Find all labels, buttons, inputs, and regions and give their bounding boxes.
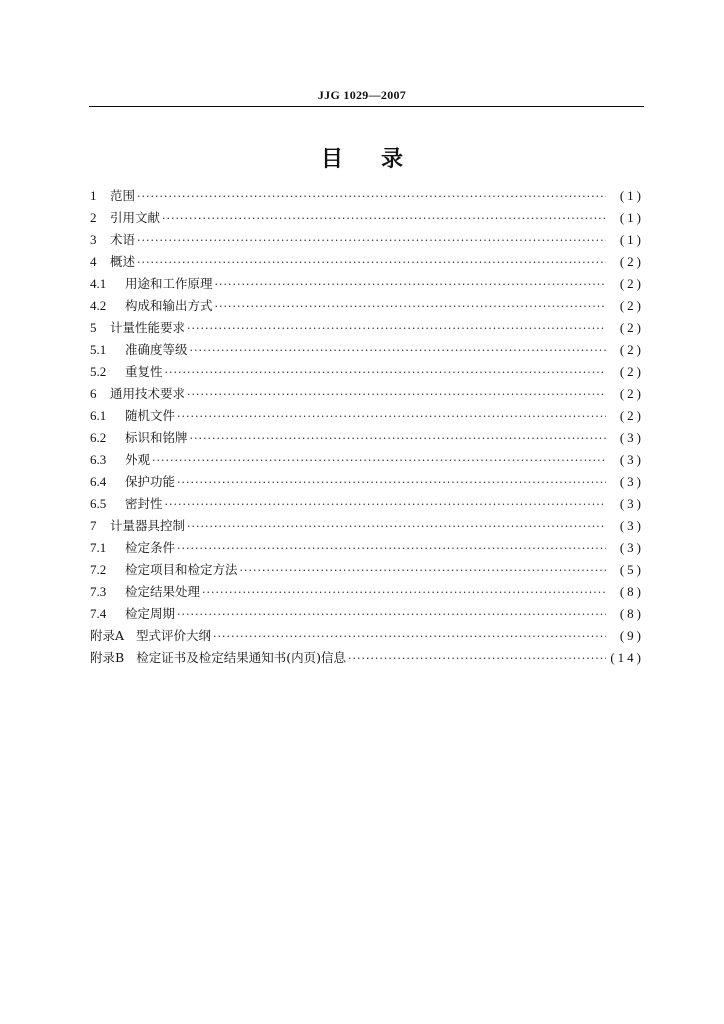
toc-leader-dots — [137, 256, 606, 269]
toc-entry-number: 5.2 — [90, 364, 107, 379]
toc-entry — [90, 252, 644, 274]
toc-entry-number: 4.2 — [90, 298, 107, 313]
header-rule — [89, 106, 644, 107]
toc-entry-number: 7.4 — [90, 606, 107, 621]
toc-leader-dots — [165, 498, 606, 511]
toc-entry-number: 2 — [90, 210, 97, 225]
toc-leader-dots — [187, 388, 606, 401]
toc-leader-dots — [152, 454, 606, 467]
toc-entry-label: 外观 — [125, 452, 151, 467]
toc-entry — [90, 296, 644, 318]
toc-entry-label: 用途和工作原理 — [125, 276, 213, 291]
toc-title: 目录 — [320, 146, 441, 172]
toc-entry-number: 1 — [90, 188, 97, 203]
toc-entry — [90, 208, 644, 230]
toc-entry — [90, 626, 644, 648]
toc-entry-number: 4.1 — [90, 276, 107, 291]
toc-entry-page: (5) — [619, 562, 644, 577]
toc-entry-label: 范围 — [110, 188, 136, 203]
toc-leader-dots — [177, 608, 606, 621]
toc-entry-page: (14) — [610, 650, 644, 665]
toc-entry-label: 检定结果处理 — [125, 584, 201, 599]
toc-entry-number: 6.4 — [90, 474, 107, 489]
toc-entry-page: (1) — [619, 232, 644, 247]
toc-entry — [90, 538, 644, 560]
toc-entry-label: 随机文件 — [125, 408, 176, 423]
toc-leader-dots — [177, 542, 606, 555]
toc-entry — [90, 494, 644, 516]
toc-entry-label: 术语 — [110, 232, 136, 247]
toc-leader-dots — [177, 476, 606, 489]
toc-entry — [90, 428, 644, 450]
toc-entry-label: 检定证书及检定结果通知书(内页)信息 — [136, 650, 346, 665]
toc-entry — [90, 582, 644, 604]
toc-entry-page: (2) — [619, 298, 644, 313]
toc-entry-number: 4 — [90, 254, 97, 269]
toc-leader-dots — [177, 410, 606, 423]
toc-entry-label: 计量器具控制 — [110, 518, 186, 533]
toc-entry-label: 计量性能要求 — [110, 320, 186, 335]
toc-entry-number: 6.3 — [90, 452, 107, 467]
toc-entry-number: 附录B — [90, 650, 125, 665]
toc-entry-number: 7.2 — [90, 562, 107, 577]
toc-entry-number: 7.3 — [90, 584, 107, 599]
toc-entry — [90, 362, 644, 384]
toc-entry-number: 6.2 — [90, 430, 107, 445]
toc-entry-number: 6 — [90, 386, 97, 401]
toc-leader-dots — [240, 564, 606, 577]
toc-entry-number: 7.1 — [90, 540, 107, 555]
toc-entry-label: 检定条件 — [125, 540, 176, 555]
toc-entry — [90, 472, 644, 494]
toc-entry-page: (2) — [619, 408, 644, 423]
toc-entry — [90, 340, 644, 362]
toc-entry-label: 准确度等级 — [125, 342, 188, 357]
toc-leader-dots — [137, 190, 606, 203]
toc-entry-number: 6.1 — [90, 408, 107, 423]
toc-leader-dots — [202, 586, 606, 599]
toc-entry-page: (3) — [619, 452, 644, 467]
toc-leader-dots — [190, 432, 606, 445]
toc-entry-page: (3) — [619, 496, 644, 511]
toc-leader-dots — [215, 278, 606, 291]
toc-entry — [90, 604, 644, 626]
toc-entry — [90, 406, 644, 428]
toc-entry-page: (3) — [619, 430, 644, 445]
toc-entry-label: 密封性 — [125, 496, 163, 511]
toc-entry-number: 5.1 — [90, 342, 107, 357]
toc-entry-page: (8) — [619, 584, 644, 599]
toc-entry — [90, 450, 644, 472]
toc-entry-page: (1) — [619, 210, 644, 225]
toc-leader-dots — [165, 366, 606, 379]
toc-entry-label: 引用文献 — [110, 210, 161, 225]
toc-entry-number: 5 — [90, 320, 97, 335]
toc-entry-page: (2) — [619, 320, 644, 335]
toc-entry — [90, 384, 644, 406]
toc-leader-dots — [213, 630, 606, 643]
toc-entry-label: 标识和铭牌 — [125, 430, 188, 445]
toc-leader-dots — [187, 520, 606, 533]
toc-entry-label: 通用技术要求 — [110, 386, 186, 401]
toc-entry-page: (2) — [619, 386, 644, 401]
toc-leader-dots — [162, 212, 606, 225]
toc-leader-dots — [190, 344, 606, 357]
toc-entry — [90, 274, 644, 296]
toc-entry-number: 6.5 — [90, 496, 107, 511]
toc-entry — [90, 560, 644, 582]
toc-entry-number: 3 — [90, 232, 97, 247]
toc-entry-page: (2) — [619, 342, 644, 357]
toc-leader-dots — [215, 300, 606, 313]
toc-entry-page: (3) — [619, 518, 644, 533]
toc-entry — [90, 186, 644, 208]
toc-entry-label: 重复性 — [125, 364, 163, 379]
toc-entry-page: (2) — [619, 254, 644, 269]
toc-entry-label: 检定项目和检定方法 — [125, 562, 238, 577]
toc-leader-dots — [348, 652, 606, 665]
toc-entry-number: 7 — [90, 518, 97, 533]
toc-entry-page: (8) — [619, 606, 644, 621]
toc-entry-number: 附录A — [90, 628, 125, 643]
toc-entry-page: (3) — [619, 474, 644, 489]
table-of-contents — [90, 186, 644, 670]
toc-entry-page: (1) — [619, 188, 644, 203]
toc-entry-label: 型式评价大纲 — [136, 628, 212, 643]
toc-entry — [90, 230, 644, 252]
toc-entry-page: (2) — [619, 276, 644, 291]
toc-entry-label: 保护功能 — [125, 474, 176, 489]
toc-entry — [90, 648, 644, 670]
toc-leader-dots — [137, 234, 606, 247]
toc-leader-dots — [187, 322, 606, 335]
toc-entry — [90, 516, 644, 538]
toc-entry — [90, 318, 644, 340]
toc-entry-page: (9) — [619, 628, 644, 643]
toc-entry-page: (3) — [619, 540, 644, 555]
toc-entry-label: 构成和输出方式 — [125, 298, 213, 313]
document-header-code: JJG 1029—2007 — [317, 88, 407, 102]
toc-entry-label: 概述 — [110, 254, 136, 269]
toc-entry-page: (2) — [619, 364, 644, 379]
toc-entry-label: 检定周期 — [125, 606, 176, 621]
